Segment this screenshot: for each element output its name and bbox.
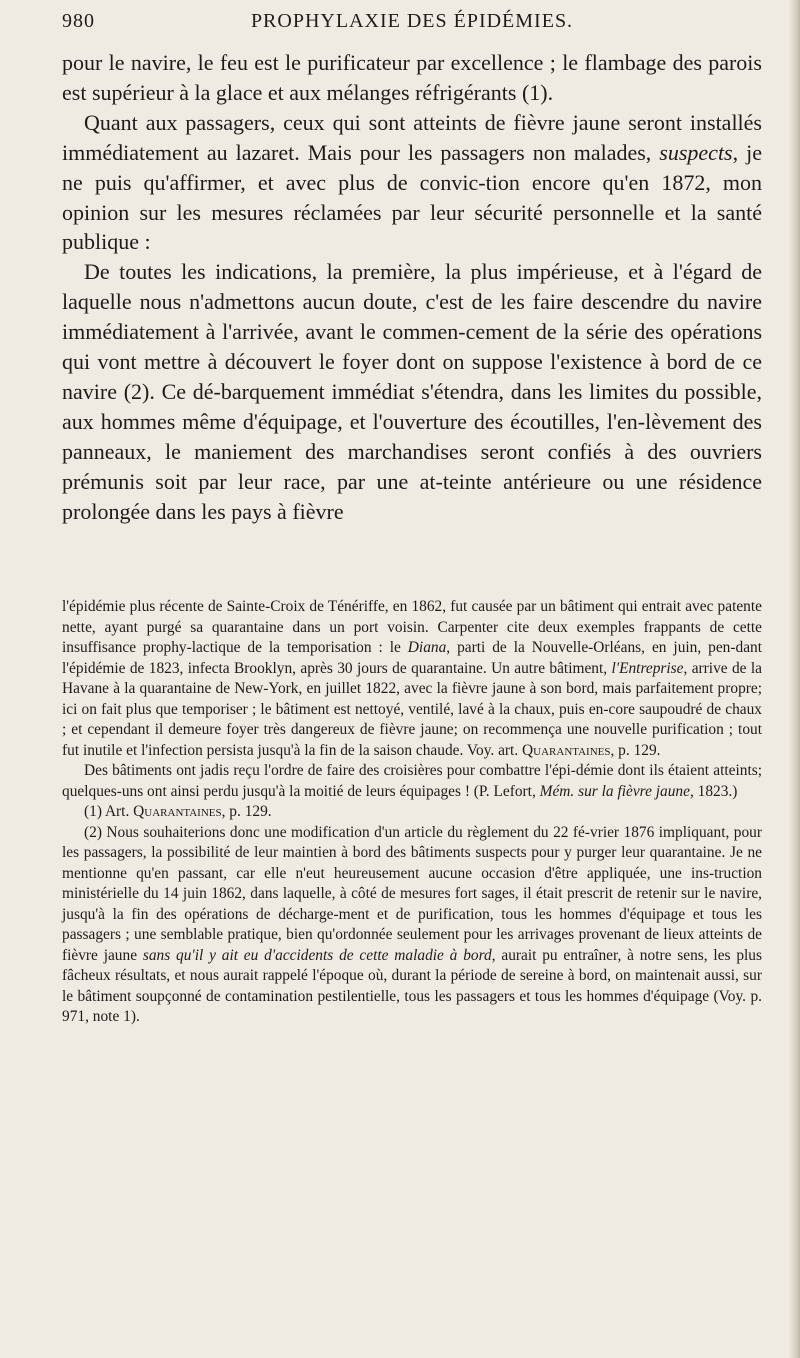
- footnote-2-text-a: (2) Nous souhaiterions donc une modification d'un article du règlement du 22 fé-vrier 1876 impliquant, pour les passagers, la possibilité de leur maintien à bord des bâtiments suspects pour y purger leur quarantaine. Je ne mentionne qu'en passant, car elle n'eut heureusement aucune occasion d'être appliquée, une ins-truction ministérielle du 14 juin 1862, dans laquelle, à côté de mesures fort sages, il était prescrit de retenir sur le navire, jusqu'à la fin des opérations de décharge-ment et de purification, tous les hommes d'équipage et tous les passagers ; une semblable pratique, bien qu'ordonnée seulement pour les arrivages provenant de lieux atteints de fièvre jaune: [62, 823, 762, 964]
- footnotes: [62, 597, 762, 1028]
- footnote-continuation: [62, 597, 762, 761]
- citation-title: Mém. sur la fièvre jaune: [539, 782, 690, 800]
- main-text: [62, 48, 762, 527]
- page-edge-shadow: [788, 0, 800, 1358]
- footnote-2-text-b: , aurait pu entraîner, à notre sens, les plus fâcheux résultats, et nous aurait rappelé l'époque où, durant la période de sereine à bord, on maintenait aussi, sur le bâtiment soupçonné de contamination pestilentielle, tous les passagers et tous les hommes d'équipage (Voy. p. 971, note 1).: [62, 946, 762, 1025]
- footnote-continuation-text-b: , parti de la Nouvelle-Orléans, en juin, pen-dant l'épidémie de 1823, infecta Brooklyn, après 30 jours de quarantaine. Un autre bâtiment,: [62, 639, 762, 677]
- paragraph-3-text: De toutes les indications, la première, la plus impérieuse, et à l'égard de laquelle nous n'admettons aucun doute, c'est de les faire descendre du navire immédiatement à l'arrivée, avant le commen-cement de la série des opérations qui vont mettre à découvert le foyer dont on suppose l'existence à bord de ce navire (2). Ce dé-barquement immédiat s'étendra, dans les limites du possible, aux hommes même d'équipage, et l'ouverture des écoutilles, l'en-lèvement des panneaux, le maniement des marchandises seront confiés à des ouvriers prémunis soit par leur race, par une at-teinte antérieure ou une résidence prolongée dans les pays à fièvre: [62, 259, 762, 524]
- footnote-continuation-text-c: , arrive de la Havane à la quarantaine de New-York, en juillet 1822, avec la fièvre jaune à son bord, mais parfaitement propre; ici on fait plus que temporiser ; le bâtiment est nettoyé, ventilé, lavé à la chaux, puis en-core saupoudré de chaux ; et cependant il demeure foyer très dangereux de fièvre jaune; on recommença une nouvelle purification ; tout fut inutile et l'infection persista jusqu'à la fin de la saison chaude. Voy. art.: [62, 659, 762, 759]
- footnote-continuation-text-d: , p. 129.: [610, 741, 661, 759]
- cross-reference: Quarantaines: [522, 741, 611, 759]
- running-title: PROPHYLAXIE DES ÉPIDÉMIES.: [250, 10, 574, 32]
- paragraph-2-text-a: Quant aux passagers, ceux qui sont atteints de fièvre jaune seront installés immédiatement au lazaret. Mais pour les passagers non malades,: [62, 109, 762, 165]
- footnote-2-italic: sans qu'il y ait eu d'accidents de cette maladie à bord: [142, 946, 492, 964]
- paragraph-1: [62, 48, 762, 108]
- ship-name-diana: Diana: [407, 639, 447, 656]
- footnote-1-text-b: , p. 129.: [221, 803, 272, 820]
- footnote-1-reference: Quarantaines: [133, 803, 222, 820]
- page-header: [62, 10, 762, 50]
- paragraph-3: [62, 257, 762, 526]
- footnote-1: [62, 802, 762, 823]
- footnote-paragraph-2-text-b: , 1823.): [689, 782, 738, 800]
- footnote-paragraph-2-text-a: Des bâtiments ont jadis reçu l'ordre de faire des croisières pour combattre l'épi-démie dont ils étaient atteints; quelques-uns ont ainsi perdu jusqu'à la moitié de leurs équipages ! (P. Lefort,: [62, 762, 762, 800]
- footnote-paragraph-2: [62, 761, 762, 802]
- paragraph-2: [62, 108, 762, 258]
- footnote-2: [62, 823, 762, 1028]
- paragraph-1-text: pour le navire, le feu est le purificateur par excellence ; le flambage des parois est supérieur à la glace et aux mélanges réfrigérants (1).: [62, 50, 762, 105]
- footnote-continuation-text-a: l'épidémie plus récente de Sainte-Croix de Ténériffe, en 1862, fut causée par un bâtiment qui entrait avec patente nette, ayant purgé sa quarantaine dans un port voisin. Carpenter cite deux exemples frappants de cette insuffisance prophy-lactique de la temporisation : le: [62, 598, 762, 656]
- paragraph-2-text-b: , je ne puis qu'affirmer, et avec plus de convic-tion encore qu'en 1872, mon opinion sur les mesures réclamées par leur sécurité personnelle et la santé publique :: [62, 139, 762, 255]
- ship-name-entreprise: l'Entreprise: [611, 659, 684, 677]
- page-number: 980: [62, 10, 95, 32]
- paragraph-2-italic: suspects: [659, 139, 733, 165]
- footnote-1-text-a: (1) Art.: [84, 803, 134, 820]
